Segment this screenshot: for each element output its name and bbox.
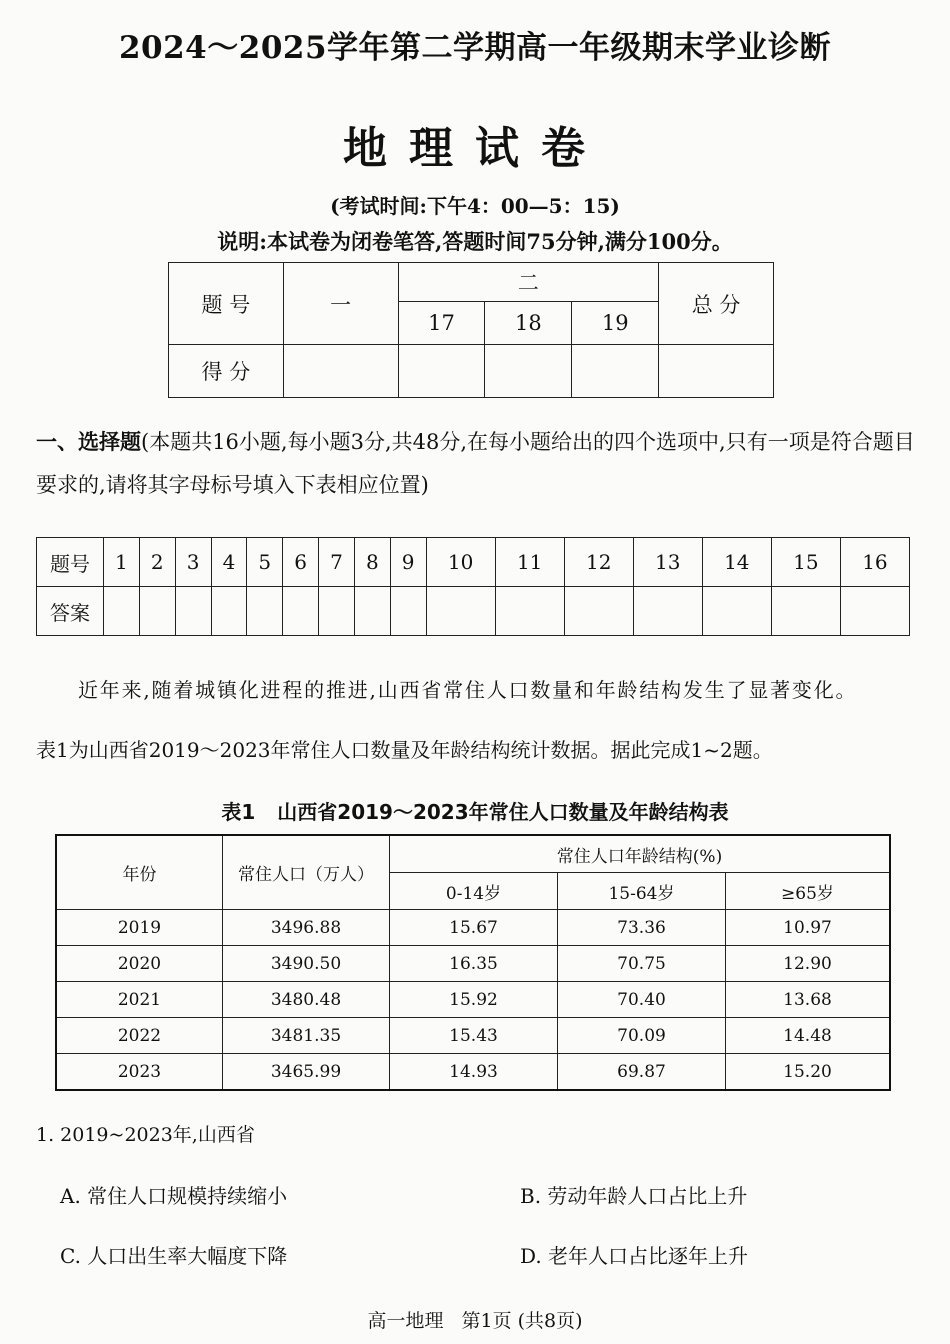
col-structure-header: 常住人口年龄结构(%) bbox=[390, 835, 891, 873]
score-cell-17 bbox=[398, 345, 485, 398]
cell-age-65: 13.68 bbox=[726, 982, 891, 1018]
answer-number-cell: 7 bbox=[319, 538, 355, 587]
option-d: D. 老年人口占比逐年上升 bbox=[520, 1244, 749, 1268]
intro-line-2: 表1为山西省2019～2023年常住人口数量及年龄结构统计数据。据此完成1~2题。 bbox=[36, 738, 773, 762]
answer-number-cell: 11 bbox=[495, 538, 564, 587]
cell-age-15-64: 73.36 bbox=[558, 910, 726, 946]
cell-year: 2023 bbox=[56, 1054, 223, 1091]
answer-number-cell: 10 bbox=[426, 538, 495, 587]
answer-number-cell: 3 bbox=[175, 538, 211, 587]
cell-year: 2021 bbox=[56, 982, 223, 1018]
footer-subject: 高一地理 bbox=[367, 1310, 444, 1332]
answer-number-cell: 15 bbox=[771, 538, 840, 587]
table1-caption bbox=[0, 796, 950, 825]
score-part-one: 一 bbox=[283, 263, 398, 345]
cell-year: 2019 bbox=[56, 910, 223, 946]
answer-number-cell: 9 bbox=[390, 538, 426, 587]
footer-page: 第1页 (共8页) bbox=[461, 1310, 583, 1332]
answer-blank-cell bbox=[247, 587, 283, 636]
score-table bbox=[168, 262, 774, 398]
intro-line-1: 近年来,随着城镇化进程的推进,山西省常住人口数量和年龄结构发生了显著变化。 bbox=[78, 678, 858, 702]
answer-number-cell: 4 bbox=[211, 538, 247, 587]
answer-number-cell: 2 bbox=[139, 538, 175, 587]
cell-age-15-64: 70.75 bbox=[558, 946, 726, 982]
exam-time: (考试时间:下午4：00—5：15) bbox=[330, 194, 620, 218]
col-year-header: 年份 bbox=[56, 835, 223, 910]
answer-number-cell: 12 bbox=[564, 538, 633, 587]
table1-caption-no: 表1 bbox=[221, 800, 256, 824]
cell-year: 2022 bbox=[56, 1018, 223, 1054]
answer-blank-cell bbox=[840, 587, 909, 636]
page-footer bbox=[0, 1306, 950, 1333]
answer-blank-cell bbox=[283, 587, 319, 636]
cell-population: 3480.48 bbox=[223, 982, 390, 1018]
cell-population: 3481.35 bbox=[223, 1018, 390, 1054]
cell-age-0-14: 15.67 bbox=[390, 910, 558, 946]
cell-age-15-64: 69.87 bbox=[558, 1054, 726, 1091]
section-one-desc: (本题共16小题,每小题3分,共48分,在每小题给出的四个选项中,只有一项是符合题目要求的,请将其字母标号填入下表相应位置) bbox=[36, 430, 915, 497]
answer-label-number: 题号 bbox=[37, 538, 104, 587]
cell-age-65: 12.90 bbox=[726, 946, 891, 982]
option-b: B. 劳动年龄人口占比上升 bbox=[520, 1184, 748, 1208]
score-sub-item: 17 bbox=[398, 302, 485, 345]
answer-number-cell: 14 bbox=[702, 538, 771, 587]
answer-number-cell: 8 bbox=[354, 538, 390, 587]
intro-paragraph bbox=[36, 660, 916, 780]
population-table-body bbox=[56, 910, 890, 1091]
answer-blank-cell bbox=[319, 587, 355, 636]
col-age-0-14-header: 0-14岁 bbox=[390, 873, 558, 910]
table-row bbox=[56, 946, 890, 982]
score-total: 总 分 bbox=[659, 263, 774, 345]
cell-population: 3490.50 bbox=[223, 946, 390, 982]
cell-age-15-64: 70.09 bbox=[558, 1018, 726, 1054]
score-cell-part-one bbox=[283, 345, 398, 398]
table-row bbox=[56, 982, 890, 1018]
table1-caption-text: 山西省2019～2023年常住人口数量及年龄结构表 bbox=[277, 800, 729, 824]
answer-blank-cell bbox=[211, 587, 247, 636]
answer-number-cell: 13 bbox=[633, 538, 702, 587]
option-c: C. 人口出生率大幅度下降 bbox=[60, 1244, 288, 1268]
answer-table bbox=[36, 537, 910, 636]
cell-year: 2020 bbox=[56, 946, 223, 982]
answer-blank-cell bbox=[564, 587, 633, 636]
answer-blank-cell bbox=[354, 587, 390, 636]
section-one-title: 一、选择题 bbox=[36, 429, 141, 454]
cell-age-15-64: 70.40 bbox=[558, 982, 726, 1018]
answer-blank-cell bbox=[426, 587, 495, 636]
answer-label-answer: 答案 bbox=[37, 587, 104, 636]
score-label-score: 得 分 bbox=[169, 345, 284, 398]
answer-number-row bbox=[37, 538, 910, 587]
score-sub-item: 18 bbox=[485, 302, 572, 345]
cell-population: 3465.99 bbox=[223, 1054, 390, 1091]
cell-age-0-14: 15.92 bbox=[390, 982, 558, 1018]
score-cell-total bbox=[659, 345, 774, 398]
answer-number-cell: 1 bbox=[104, 538, 140, 587]
score-sub-item: 19 bbox=[572, 302, 659, 345]
answer-number-cell: 5 bbox=[247, 538, 283, 587]
score-part-two: 二 bbox=[398, 263, 659, 302]
answer-number-cell: 6 bbox=[283, 538, 319, 587]
answer-blank-cell bbox=[633, 587, 702, 636]
question-1-stem: 1. 2019~2023年,山西省 bbox=[36, 1124, 255, 1146]
population-table bbox=[55, 834, 891, 1091]
table-row bbox=[56, 1054, 890, 1091]
cell-age-0-14: 14.93 bbox=[390, 1054, 558, 1091]
table-row bbox=[56, 1018, 890, 1054]
answer-blank-cell bbox=[495, 587, 564, 636]
cell-age-65: 10.97 bbox=[726, 910, 891, 946]
option-a: A. 常住人口规模持续缩小 bbox=[60, 1184, 288, 1208]
score-label-number: 题 号 bbox=[169, 263, 284, 345]
answer-blank-cell bbox=[139, 587, 175, 636]
answer-blank-row bbox=[37, 587, 910, 636]
exam-title: 地理试卷 bbox=[343, 123, 607, 174]
exam-header: 2024～2025学年第二学期高一年级期末学业诊断 bbox=[118, 30, 832, 66]
cell-age-0-14: 15.43 bbox=[390, 1018, 558, 1054]
score-cell-19 bbox=[572, 345, 659, 398]
col-age-15-64-header: 15-64岁 bbox=[558, 873, 726, 910]
answer-blank-cell bbox=[175, 587, 211, 636]
cell-age-65: 15.20 bbox=[726, 1054, 891, 1091]
exam-note: 说明:本试卷为闭卷笔答,答题时间75分钟,满分100分。 bbox=[217, 229, 733, 254]
cell-age-0-14: 16.35 bbox=[390, 946, 558, 982]
answer-blank-cell bbox=[390, 587, 426, 636]
answer-blank-cell bbox=[771, 587, 840, 636]
cell-age-65: 14.48 bbox=[726, 1018, 891, 1054]
answer-number-cell: 16 bbox=[840, 538, 909, 587]
col-population-header: 常住人口（万人） bbox=[223, 835, 390, 910]
answer-blank-cell bbox=[104, 587, 140, 636]
cell-population: 3496.88 bbox=[223, 910, 390, 946]
answer-blank-cell bbox=[702, 587, 771, 636]
section-one-instructions bbox=[36, 420, 916, 507]
score-cell-18 bbox=[485, 345, 572, 398]
table-row bbox=[56, 910, 890, 946]
col-age-65-header: ≥65岁 bbox=[726, 873, 891, 910]
